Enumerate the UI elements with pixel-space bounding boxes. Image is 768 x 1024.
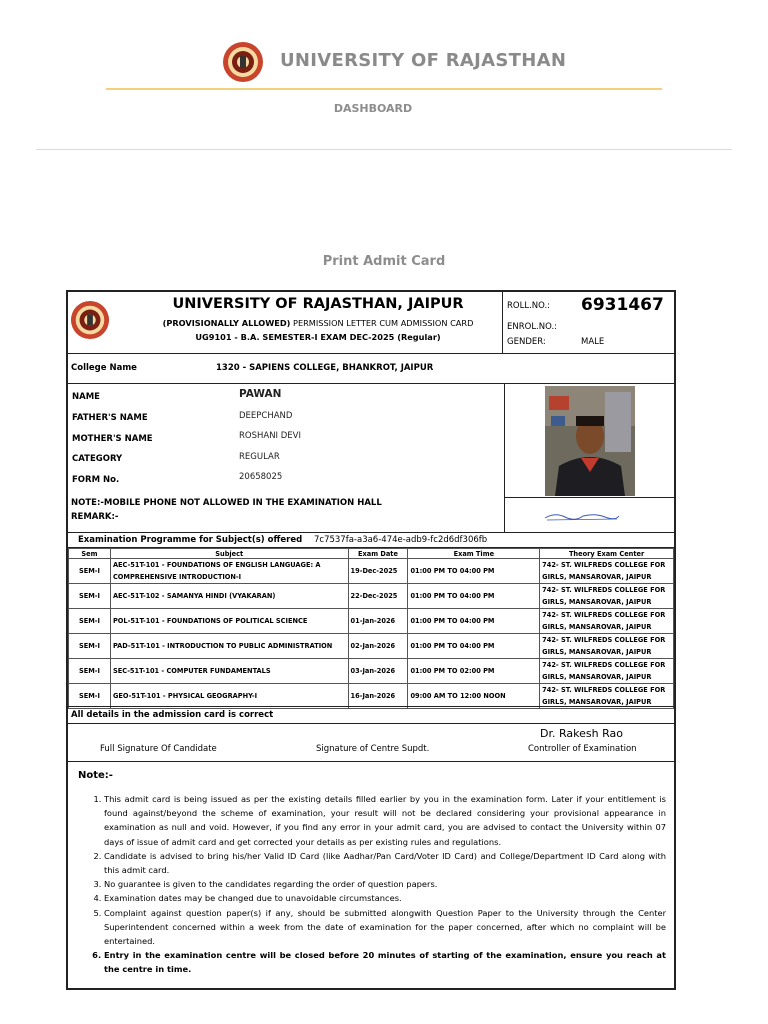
mother-label: MOTHER'S NAME bbox=[72, 434, 153, 444]
provisional-text: (PROVISIONALLY ALLOWED) bbox=[162, 318, 291, 328]
enrol-label: ENROL.NO.: bbox=[507, 322, 558, 332]
candidate-signature-box bbox=[504, 498, 674, 532]
candidate-photo bbox=[545, 386, 635, 496]
row-subject: GEO-51T-101 - PHYSICAL GEOGRAPHY-I bbox=[110, 684, 348, 709]
college-value: 1320 - SAPIENS COLLEGE, BHANKROT, JAIPUR bbox=[216, 363, 434, 373]
confirmation-row bbox=[68, 706, 674, 724]
father-value: DEEPCHAND bbox=[239, 411, 293, 421]
list-item: 6. Entry in the examination centre will be closed before 20 minutes of starting of the examination, ensure you reach at the centre in time. bbox=[104, 948, 666, 976]
exam-schedule-table bbox=[68, 548, 674, 709]
table-row bbox=[69, 684, 674, 709]
row-date: 19-Dec-2025 bbox=[348, 559, 408, 584]
row-sem: SEM-I bbox=[69, 659, 111, 684]
notes-heading: Note:- bbox=[78, 770, 113, 781]
notes-list bbox=[104, 792, 666, 977]
admit-card bbox=[66, 290, 676, 990]
list-item: 2. Candidate is advised to bring his/her Valid ID Card (like Aadhar/Pan Card/Voter ID Card) and College/Department ID Card along with this admit card. bbox=[104, 849, 666, 877]
category-value: REGULAR bbox=[239, 452, 280, 462]
mobile-note: NOTE:-MOBILE PHONE NOT ALLOWED IN THE EXAMINATION HALL bbox=[71, 498, 382, 508]
permission-text: PERMISSION LETTER CUM ADMISSION CARD bbox=[290, 318, 474, 328]
site-header bbox=[0, 0, 768, 152]
card-permission-line bbox=[128, 318, 508, 328]
centre-signature-label: Signature of Centre Supdt. bbox=[316, 744, 430, 754]
confirmation-text: All details in the admission card is correct bbox=[71, 710, 274, 720]
row-time: 01:00 PM TO 04:00 PM bbox=[408, 584, 540, 609]
gender-label: GENDER: bbox=[507, 337, 546, 347]
row-center: 742- ST. WILFREDS COLLEGE FOR GIRLS, MANSAROVAR, JAIPUR bbox=[540, 584, 674, 609]
roll-label: ROLL.NO.: bbox=[507, 301, 551, 311]
row-subject: SEC-51T-101 - COMPUTER FUNDAMENTALS bbox=[110, 659, 348, 684]
candidate-signature-label: Full Signature Of Candidate bbox=[100, 744, 217, 754]
row-subject: PAD-51T-101 - INTRODUCTION TO PUBLIC ADMINISTRATION bbox=[110, 634, 348, 659]
gender-value: MALE bbox=[581, 337, 605, 347]
table-row bbox=[69, 609, 674, 634]
list-item: 4. Examination dates may be changed due to unavoidable circumstances. bbox=[104, 891, 666, 905]
card-logo-icon bbox=[70, 300, 110, 340]
list-item: 5. Complaint against question paper(s) if any, should be submitted alongwith Question Paper to the University through the Center Superintendent concerned within a week from the date of examination for the paper concerned, after which no complaint will be entertained. bbox=[104, 906, 666, 949]
table-header-row bbox=[69, 549, 674, 559]
row-date: 22-Dec-2025 bbox=[348, 584, 408, 609]
page-title: Print Admit Card bbox=[322, 254, 446, 269]
row-date: 02-Jan-2026 bbox=[348, 634, 408, 659]
site-title[interactable]: UNIVERSITY OF RAJASTHAN bbox=[280, 50, 567, 71]
row-time: 01:00 PM TO 04:00 PM bbox=[408, 559, 540, 584]
col-exam-center: Theory Exam Center bbox=[540, 549, 674, 559]
col-exam-date: Exam Date bbox=[348, 549, 408, 559]
row-subject: POL-51T-101 - FOUNDATIONS OF POLITICAL SCIENCE bbox=[110, 609, 348, 634]
row-sem: SEM-I bbox=[69, 559, 111, 584]
controller-name: Dr. Rakesh Rao bbox=[540, 727, 623, 740]
college-row bbox=[68, 354, 674, 384]
name-label: NAME bbox=[72, 392, 100, 402]
row-sem: SEM-I bbox=[69, 634, 111, 659]
mother-value: ROSHANI DEVI bbox=[239, 431, 302, 441]
row-subject: AEC-51T-102 - SAMANYA HINDI (VYAKARAN) bbox=[110, 584, 348, 609]
list-item: 1. This admit card is being issued as per the existing details filled earlier by you in the examination form. Later if your entitlement is found against/beyond the scheme of examination, your result will not be declared considering your provisional appearance in examination as null and void. However, if you find any error in your admit card, you are advised to contact the University within 07 days of issue of admit card and get corrected your details as per existing rules and regulations. bbox=[104, 792, 666, 849]
candidate-info bbox=[68, 384, 674, 532]
category-label: CATEGORY bbox=[72, 454, 123, 464]
table-row bbox=[69, 584, 674, 609]
photo-box bbox=[504, 384, 674, 498]
row-center: 742- ST. WILFREDS COLLEGE FOR GIRLS, MANSAROVAR, JAIPUR bbox=[540, 559, 674, 584]
row-center: 742- ST. WILFREDS COLLEGE FOR GIRLS, MANSAROVAR, JAIPUR bbox=[540, 609, 674, 634]
candidate-signature-icon bbox=[505, 498, 675, 532]
col-sem: Sem bbox=[69, 549, 111, 559]
row-date: 03-Jan-2026 bbox=[348, 659, 408, 684]
roll-info-box bbox=[502, 292, 674, 353]
col-subject: Subject bbox=[110, 549, 348, 559]
college-label: College Name bbox=[71, 363, 137, 373]
row-time: 01:00 PM TO 04:00 PM bbox=[408, 609, 540, 634]
list-item: 3. No guarantee is given to the candidates regarding the order of question papers. bbox=[104, 877, 666, 891]
form-value: 20658025 bbox=[239, 472, 283, 482]
university-logo-icon[interactable] bbox=[222, 41, 264, 83]
row-center: 742- ST. WILFREDS COLLEGE FOR GIRLS, MANSAROVAR, JAIPUR bbox=[540, 659, 674, 684]
row-center: 742- ST. WILFREDS COLLEGE FOR GIRLS, MANSAROVAR, JAIPUR bbox=[540, 684, 674, 709]
dashboard-link[interactable]: DASHBOARD bbox=[333, 102, 413, 115]
card-header bbox=[68, 292, 674, 354]
table-row bbox=[69, 659, 674, 684]
row-sem: SEM-I bbox=[69, 684, 111, 709]
row-center: 742- ST. WILFREDS COLLEGE FOR GIRLS, MANSAROVAR, JAIPUR bbox=[540, 634, 674, 659]
remark-label: REMARK:- bbox=[71, 512, 119, 522]
exam-programme-title: Examination Programme for Subject(s) offered bbox=[78, 535, 303, 545]
table-row bbox=[69, 634, 674, 659]
col-exam-time: Exam Time bbox=[408, 549, 540, 559]
row-date: 16-Jan-2026 bbox=[348, 684, 408, 709]
controller-label: Controller of Examination bbox=[528, 744, 637, 754]
row-sem: SEM-I bbox=[69, 609, 111, 634]
exam-programme-row bbox=[68, 532, 674, 548]
nav-divider bbox=[36, 149, 732, 150]
row-time: 01:00 PM TO 02:00 PM bbox=[408, 659, 540, 684]
row-time: 09:00 AM TO 12:00 NOON bbox=[408, 684, 540, 709]
form-label: FORM No. bbox=[72, 475, 120, 485]
card-exam-line: UG9101 - B.A. SEMESTER-I EXAM DEC-2025 (Regular) bbox=[195, 332, 441, 342]
name-value: PAWAN bbox=[239, 388, 282, 400]
signature-row bbox=[68, 724, 674, 762]
row-subject: AEC-51T-101 - FOUNDATIONS OF ENGLISH LANGUAGE: A COMPREHENSIVE INTRODUCTION-I bbox=[110, 559, 348, 584]
card-university-title: UNIVERSITY OF RAJASTHAN, JAIPUR bbox=[172, 296, 464, 312]
roll-number: 6931467 bbox=[581, 295, 664, 315]
header-divider bbox=[106, 88, 662, 90]
table-row bbox=[69, 559, 674, 584]
exam-programme-code: 7c7537fa-a3a6-474e-adb9-fc2d6df306fb bbox=[314, 535, 488, 545]
row-date: 01-Jan-2026 bbox=[348, 609, 408, 634]
row-sem: SEM-I bbox=[69, 584, 111, 609]
father-label: FATHER'S NAME bbox=[72, 413, 148, 423]
row-time: 01:00 PM TO 04:00 PM bbox=[408, 634, 540, 659]
